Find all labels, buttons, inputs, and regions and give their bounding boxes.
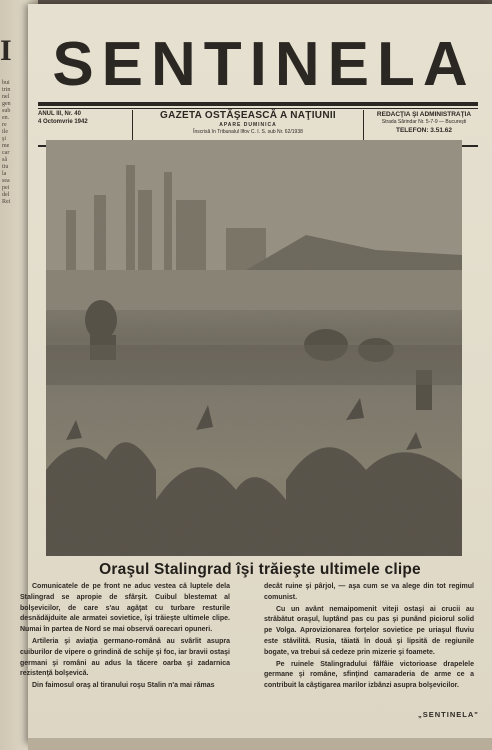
subtitle-block xyxy=(136,110,360,136)
issue-number: ANUL III, Nr. 40 xyxy=(38,111,81,117)
editorial-office xyxy=(366,110,482,135)
article-column-1 xyxy=(20,582,230,693)
office-address: Strada Sărindar Nr. 5-7-9 — Bucureşti xyxy=(381,119,467,125)
war-scene-illustration xyxy=(46,140,462,556)
masthead-rule xyxy=(38,102,478,106)
article-paragraph: decât ruine şi pârjol, — aşa cum se va alege din tot regimul comunist. xyxy=(264,583,474,601)
article-paragraph: Artileria şi aviaţia germano-română au svârlit asupra cuiburilor de vipere o grindină de schije şi foc, iar bravii ostaşi germani şi români au adus la tăcere oarba şi zadarnica rezistenţă bolşevică. xyxy=(20,637,230,678)
issue-date: 4 Octomvrie 1942 xyxy=(38,119,88,125)
info-divider xyxy=(363,110,364,142)
article-column-2 xyxy=(264,582,474,693)
article-signature: „SENTINELA" xyxy=(418,710,479,719)
article-paragraph: Pe ruinele Stalingradului fâlfâie victorioase drapelele germane şi române, sfinţind camaraderia de arme ce a contribuit la câştigarea marilor izbânzi asupra bolşevicilor. xyxy=(264,660,474,690)
adjacent-page-text: bui trin nel gen sub en. re ile şi me car să tiu la sea pei del Rei xyxy=(2,80,11,205)
newspaper-subtitle: GAZETA OSTĂŞEASCĂ A NAŢIUNII xyxy=(160,110,336,121)
article-paragraph: Din faimosul oraş al tiranului roşu Stalin n'a mai rămas xyxy=(32,682,215,690)
article-paragraph: Cu un avânt nemaipomenit viteji ostaşi ai crucii au străbătut oraşul, luptând pas cu pas şi punând piciorul solid pe Volga. Aprovizionarea forţelor sovietice pe uriaşul fluviu este stăvilită. Rusia, tăiată în două şi lipsită de regiunile bogate, va trebui să cedeze prin mizerie şi foamete. xyxy=(264,605,474,656)
front-page-photograph xyxy=(46,140,462,556)
masthead-title: SENTINELA xyxy=(52,30,476,99)
info-divider xyxy=(132,110,133,142)
issue-info xyxy=(38,110,130,126)
page-bottom-edge xyxy=(28,738,492,750)
article-paragraph: Comunicatele de pe front ne aduc vestea că luptele dela Stalingrad se apropie de sfârşit. Cuibul blestemat al bolşevicilor, de care s'au agăţat cu turbare resturile desnădăjduite ale armatei sovietice, îşi trăieşte ultimele clipe. Numai în partea de Nord se mai observă oarecari opuneri. xyxy=(20,583,230,634)
adjacent-masthead-fragment: I xyxy=(0,34,12,67)
office-phone: TELEFON: 3.51.62 xyxy=(396,127,452,134)
masthead-rule-thin xyxy=(38,108,478,109)
article-headline: Oraşul Stalingrad îşi trăieşte ultimele clipe xyxy=(99,561,421,578)
publication-frequency: APARE DUMINICA xyxy=(219,122,277,128)
newspaper-page xyxy=(20,4,492,744)
registration-note: Înscrisă în Tribunalul Ilfov C. I. S. sub Nr. 62/1938 xyxy=(193,129,303,135)
office-label: REDACŢIA ŞI ADMINISTRAŢIA xyxy=(376,111,472,118)
